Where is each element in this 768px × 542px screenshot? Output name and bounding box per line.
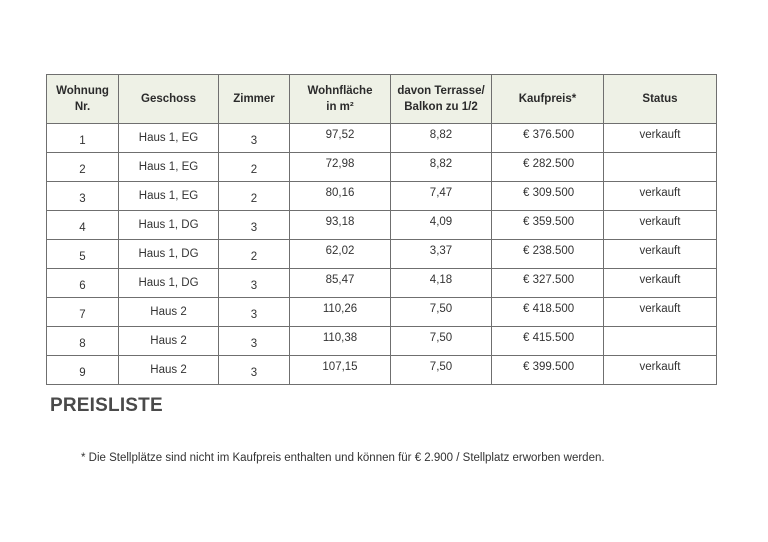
table-row — [47, 327, 717, 356]
table-row — [47, 356, 717, 385]
cell-status — [604, 153, 717, 182]
cell-floor: Haus 1, DG — [119, 269, 219, 298]
cell-price: € 238.500 — [492, 240, 604, 269]
table-row — [47, 269, 717, 298]
header-apartment-no — [47, 75, 119, 124]
cell-floor: Haus 2 — [119, 356, 219, 385]
table-row — [47, 298, 717, 327]
cell-apartment-no: 5 — [47, 240, 119, 269]
table-row — [47, 182, 717, 211]
parking-footnote: * Die Stellplätze sind nicht im Kaufpreis enthalten und können für € 2.900 / Stellplatz erworben werden. — [81, 452, 605, 464]
cell-floor: Haus 1, EG — [119, 153, 219, 182]
cell-rooms: 3 — [219, 124, 290, 153]
cell-terrace: 7,50 — [391, 356, 492, 385]
cell-price: € 399.500 — [492, 356, 604, 385]
cell-status: verkauft — [604, 269, 717, 298]
cell-rooms: 3 — [219, 356, 290, 385]
cell-apartment-no: 6 — [47, 269, 119, 298]
page-title: PREISLISTE — [50, 395, 163, 416]
cell-living-area: 80,16 — [290, 182, 391, 211]
header-status: Status — [604, 75, 717, 124]
header-living-area-line1: Wohnfläche — [307, 85, 373, 97]
cell-price: € 376.500 — [492, 124, 604, 153]
cell-terrace: 4,09 — [391, 211, 492, 240]
cell-price: € 282.500 — [492, 153, 604, 182]
cell-terrace: 3,37 — [391, 240, 492, 269]
cell-status: verkauft — [604, 356, 717, 385]
cell-price: € 359.500 — [492, 211, 604, 240]
cell-floor: Haus 1, DG — [119, 240, 219, 269]
cell-living-area: 110,38 — [290, 327, 391, 356]
cell-rooms: 2 — [219, 182, 290, 211]
cell-rooms: 2 — [219, 153, 290, 182]
cell-terrace: 7,50 — [391, 327, 492, 356]
header-price: Kaufpreis* — [492, 75, 604, 124]
header-living-area-line2: in m² — [326, 101, 354, 113]
cell-apartment-no: 9 — [47, 356, 119, 385]
cell-living-area: 85,47 — [290, 269, 391, 298]
cell-status: verkauft — [604, 240, 717, 269]
header-floor: Geschoss — [119, 75, 219, 124]
header-apartment-no-line2: Nr. — [74, 101, 91, 113]
cell-price: € 309.500 — [492, 182, 604, 211]
cell-status — [604, 327, 717, 356]
cell-rooms: 2 — [219, 240, 290, 269]
cell-status: verkauft — [604, 124, 717, 153]
cell-apartment-no: 3 — [47, 182, 119, 211]
cell-rooms: 3 — [219, 269, 290, 298]
cell-living-area: 97,52 — [290, 124, 391, 153]
header-terrace-line2: Balkon zu 1/2 — [404, 101, 478, 113]
cell-living-area: 72,98 — [290, 153, 391, 182]
cell-price: € 418.500 — [492, 298, 604, 327]
header-terrace-line1: davon Terrasse/ — [397, 85, 485, 97]
cell-floor: Haus 2 — [119, 298, 219, 327]
cell-rooms: 3 — [219, 211, 290, 240]
cell-floor: Haus 2 — [119, 327, 219, 356]
cell-apartment-no: 7 — [47, 298, 119, 327]
cell-apartment-no: 1 — [47, 124, 119, 153]
cell-terrace: 7,47 — [391, 182, 492, 211]
cell-living-area: 107,15 — [290, 356, 391, 385]
cell-living-area: 110,26 — [290, 298, 391, 327]
cell-terrace: 8,82 — [391, 153, 492, 182]
cell-terrace: 7,50 — [391, 298, 492, 327]
price-table — [46, 74, 717, 385]
cell-living-area: 93,18 — [290, 211, 391, 240]
cell-floor: Haus 1, DG — [119, 211, 219, 240]
table-row — [47, 124, 717, 153]
table-row — [47, 240, 717, 269]
cell-status: verkauft — [604, 298, 717, 327]
table-body — [47, 124, 717, 385]
cell-apartment-no: 8 — [47, 327, 119, 356]
cell-rooms: 3 — [219, 298, 290, 327]
cell-floor: Haus 1, EG — [119, 124, 219, 153]
cell-floor: Haus 1, EG — [119, 182, 219, 211]
cell-apartment-no: 4 — [47, 211, 119, 240]
header-rooms: Zimmer — [219, 75, 290, 124]
cell-status: verkauft — [604, 182, 717, 211]
header-terrace — [391, 75, 492, 124]
cell-rooms: 3 — [219, 327, 290, 356]
cell-price: € 415.500 — [492, 327, 604, 356]
cell-status: verkauft — [604, 211, 717, 240]
table-header-row — [47, 75, 717, 124]
table-row — [47, 211, 717, 240]
table-header — [47, 75, 717, 124]
cell-apartment-no: 2 — [47, 153, 119, 182]
header-living-area — [290, 75, 391, 124]
table-row — [47, 153, 717, 182]
cell-terrace: 8,82 — [391, 124, 492, 153]
cell-living-area: 62,02 — [290, 240, 391, 269]
cell-terrace: 4,18 — [391, 269, 492, 298]
cell-price: € 327.500 — [492, 269, 604, 298]
header-apartment-no-line1: Wohnung — [56, 85, 109, 97]
